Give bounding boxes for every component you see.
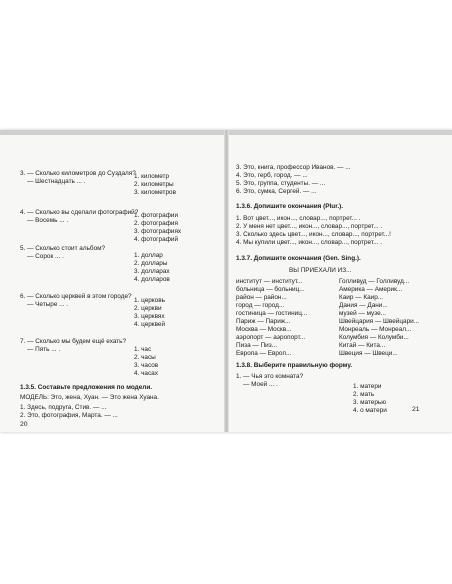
answer-4: — Восемь ... .	[27, 217, 69, 224]
open-book-spread	[0, 130, 452, 432]
option-138-3: 3. матерью	[353, 399, 386, 406]
section-heading-137: 1.3.7. Допишите окончания (Gen. Sing.).	[236, 255, 361, 262]
option-6-4: 4. церквей	[134, 321, 166, 328]
option-6-2: 2. церкви	[134, 305, 162, 312]
section-heading-138: 1.3.8. Выберите правильную форму.	[236, 362, 353, 369]
plural-item-1: 1. Вот цвет..., икон..., словар..., портрет... .	[236, 215, 361, 222]
question-5: 5. — Сколько стоит альбом?	[20, 245, 106, 252]
option-138-1: 1. матери	[353, 383, 382, 390]
option-5-3: 3. долларах	[134, 268, 170, 275]
option-4-4: 4. фотографий	[134, 236, 179, 243]
exercise-item-5: 5. Это, группа, студенты. — ...	[236, 180, 326, 187]
gen-left-6: Париж — Париж...	[236, 318, 291, 325]
option-7-3: 3. часов	[134, 362, 159, 369]
question-6: 6. — Сколько церквей в этом городе?	[20, 293, 132, 300]
section-heading-136: 1.3.6. Допишите окончания (Plur.).	[236, 203, 344, 210]
option-6-3: 3. церквях	[134, 313, 165, 320]
gen-left-2: больница — больниц...	[236, 286, 305, 293]
option-138-2: 2. мать	[353, 391, 375, 398]
gen-right-2: Америка — Америк...	[339, 286, 403, 293]
plural-item-4: 4. Мы купили цвет..., икон..., словар..., портрет... .	[236, 239, 382, 246]
option-3-3: 3. километров	[134, 189, 176, 196]
option-4-1: 1. фотографии	[134, 212, 179, 219]
section-heading-135: 1.3.5. Составьте предложения по модели.	[20, 384, 153, 391]
book-spine	[224, 130, 229, 432]
gen-left-10: Европа — Европ...	[236, 350, 292, 357]
question-4: 4. — Сколько вы сделали фотографий?	[20, 209, 139, 216]
gen-right-9: Китай — Кита...	[339, 342, 386, 349]
option-4-3: 3. фотографиях	[134, 228, 182, 235]
option-3-1: 1. километр	[134, 173, 170, 180]
answer-138: — Моей ... .	[243, 381, 278, 388]
gen-left-5: гостиница — гостиниц...	[236, 310, 308, 317]
exercise-item-2: 2. Это, фотография, Марта. — ...	[20, 412, 118, 419]
question-138: 1. — Чья это комната?	[236, 373, 304, 380]
gen-right-5: музей — музе...	[339, 310, 386, 317]
gen-left-8: аэропорт — аэропорт...	[236, 334, 306, 341]
gen-right-10: Швеция — Швеци...	[339, 350, 398, 357]
question-7: 7. — Сколько мы будем ещё ехать?	[20, 338, 127, 345]
gen-right-3: Каир — Каир...	[339, 294, 384, 301]
gen-right-7: Монреаль — Монреал...	[339, 326, 412, 333]
gen-right-8: Колумбия — Колумби...	[339, 334, 409, 341]
page-number-right: 21	[412, 406, 420, 413]
section-subheading-137: ВЫ ПРИЕХАЛИ ИЗ...	[289, 267, 352, 274]
option-3-2: 2. километры	[134, 181, 174, 188]
gen-right-6: Швейцария — Швейцари...	[339, 318, 420, 325]
answer-5: — Сорок ... .	[27, 253, 64, 260]
exercise-item-6: 6. Это, сумка, Сергей. — ...	[236, 188, 317, 195]
gen-left-1: институт — институт...	[236, 278, 303, 285]
exercise-item-1: 1. Здесь, подруга, Стив. — ...	[20, 404, 107, 411]
answer-3: — Шестнадцать ... .	[27, 178, 86, 185]
option-5-1: 1. доллар	[134, 252, 163, 259]
plural-item-2: 2. У меня нет цвет..., икон..., словар..., портрет... .	[236, 223, 383, 230]
gen-right-1: Голливуд — Голливуд...	[339, 278, 410, 285]
option-5-2: 2. доллары	[134, 260, 168, 267]
option-6-1: 1. церковь	[134, 297, 165, 304]
gen-left-9: Пиза — Пиз...	[236, 342, 278, 349]
option-4-2: 2. фотография	[134, 220, 178, 227]
page-number-left: 20	[20, 421, 28, 428]
option-7-4: 4. часах	[134, 370, 158, 377]
model-example: МОДЕЛЬ: Это, жена, Хуан. — Это жена Хуана.	[20, 394, 159, 401]
exercise-item-4: 4. Это, герб, город. — ...	[236, 172, 308, 179]
option-7-2: 2. часы	[134, 354, 156, 361]
plural-item-3: 3. Сколько здесь цвет..., икон..., словар..., портрет...!	[236, 231, 391, 238]
gen-left-7: Москва — Москв...	[236, 326, 292, 333]
question-3: 3. — Сколько километров до Суздаля?	[20, 170, 136, 177]
option-7-1: 1. час	[134, 346, 152, 353]
gen-left-4: город — город...	[236, 302, 285, 309]
gen-right-4: Дания — Дани...	[339, 302, 388, 309]
answer-6: — Четыре ... .	[27, 301, 69, 308]
answer-7: — Пять ... .	[27, 346, 61, 353]
gen-left-3: район — район...	[236, 294, 287, 301]
exercise-item-3: 3. Это, книга, профессор Иванов. — ...	[236, 164, 351, 171]
option-138-4: 4. о матери	[353, 407, 387, 414]
option-5-4: 4. долларов	[134, 276, 170, 283]
